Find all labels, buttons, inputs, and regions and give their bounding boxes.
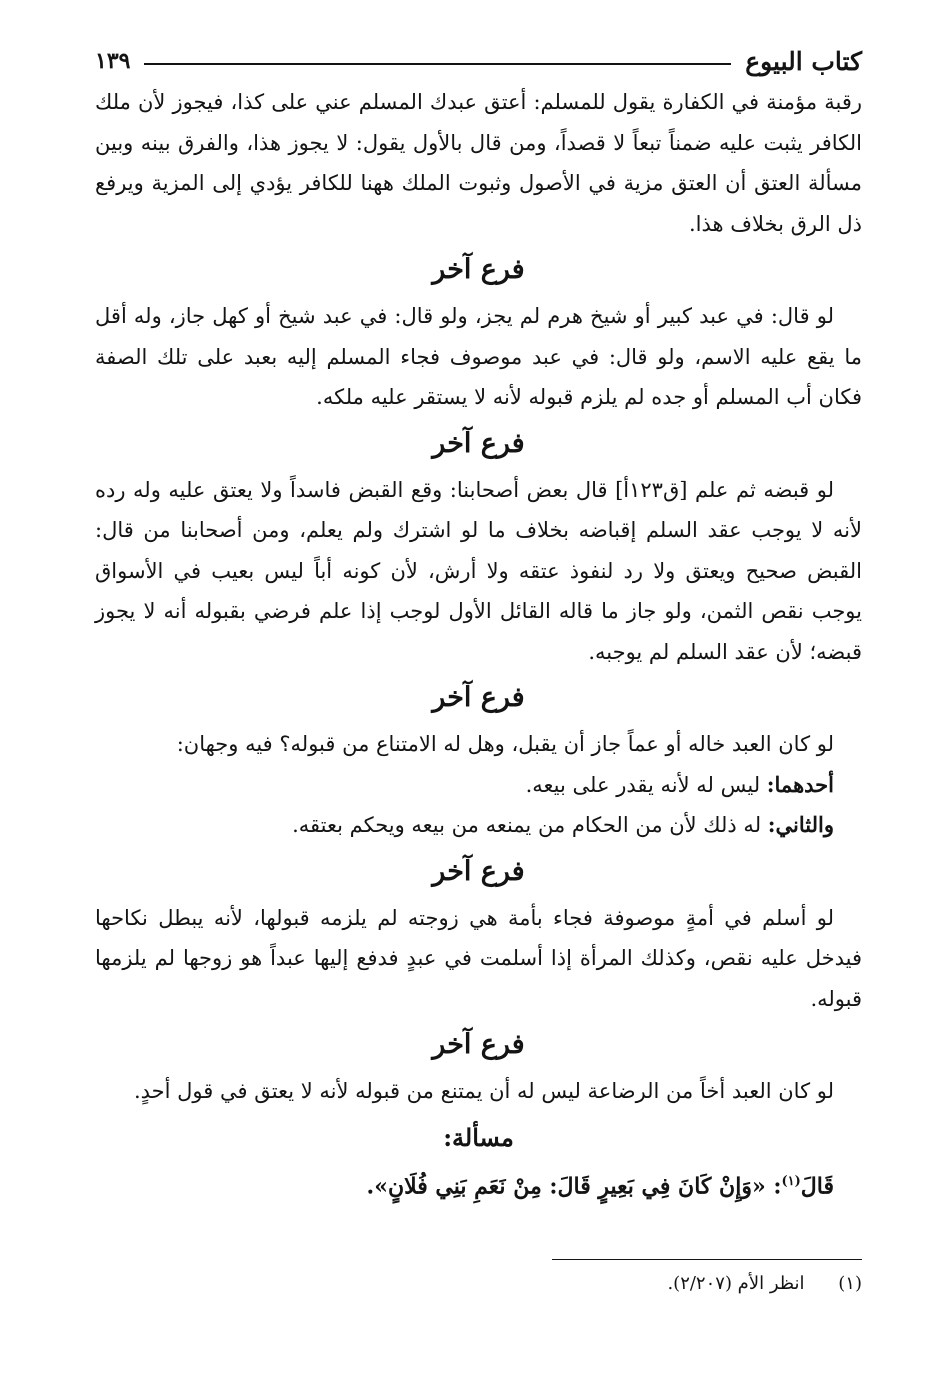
masala-quote: : «وَإِنْ كَانَ فِي بَعِيرٍ قَالَ: مِنْ نَعَمِ بَنِي فُلَانٍ».: [366, 1172, 782, 1199]
masala-text: [95, 1162, 862, 1206]
book-title: كتاب البيوع: [745, 46, 862, 76]
section-paragraph-2: لو قبضه ثم علم [ق١٢٣أ] قال بعض أصحابنا: وقع القبض فاسداً ولا يعتق عليه وله رده لأنه لا يوجب عقد السلم إقباضه بخلاف ما لو اشترك ولم يعلم، ومن أصحابنا من قال: القبض صحيح ويعتق ولا رد لنفوذ عتقه ولا أرش، لأن كونه أباً ليس بعيب في الأسواق يوجب نقص الثمن، ولو جاز ما قاله القائل الأول لوجب إذا علم فرضي بقبوله أنه لا يجوز قبضه؛ لأن عقد السلم لم يوجبه.: [95, 477, 862, 664]
section-heading-5: فرع آخر: [432, 1029, 525, 1060]
footnote-marker[interactable]: (١): [781, 1173, 801, 1189]
masala-lead: قَالَ: [800, 1172, 834, 1199]
intro-paragraph: رقبة مؤمنة في الكفارة يقول للمسلم: أعتق عبدك المسلم عني على كذا، فيجوز لأن ملك الكافر يثبت عليه ضمناً تبعاً لا قصداً، ومن قال بالأول يقول: لا يجوز هذا، والفرق بينه وبين مسألة العتق أن العتق مزية في الأصول وثبوت الملك ههنا للكافر يؤدي إلى المزية ويرفع ذل الرق بخلاف هذا.: [95, 90, 862, 236]
section-paragraph-5: لو كان العبد أخاً من الرضاعة ليس له أن يمتنع من قبوله لأنه لا يعتق في قول أحدٍ.: [133, 1079, 834, 1103]
footnote-rule: [552, 1259, 862, 1260]
opinion-second: [95, 805, 862, 846]
section-heading-4: فرع آخر: [432, 855, 525, 887]
opinion-first-text: ليس له لأنه يقدر على بيعه.: [525, 772, 767, 797]
section-paragraph-3: لو كان العبد خاله أو عماً جاز أن يقبل، وهل له الامتناع من قبوله؟ فيه وجهان:: [176, 732, 834, 756]
book-page: [95, 40, 862, 1373]
masala-heading: مسألة:: [443, 1122, 514, 1152]
opinion-first-label: أحدهما:: [766, 771, 834, 797]
opinion-second-text: له ذلك لأن من الحكام من يمنعه من بيعه ويحكم بعتقه.: [292, 813, 768, 837]
footnote-number: (١): [838, 1273, 862, 1294]
section-heading-1: فرع آخر: [432, 254, 525, 285]
section-heading-2: فرع آخر: [432, 427, 525, 459]
footnote: [667, 1269, 862, 1299]
header-rule: [144, 63, 731, 65]
opinion-second-label: والثاني:: [767, 812, 834, 837]
running-header: [95, 40, 862, 82]
section-paragraph-1: لو قال: في عبد كبير أو شيخ هرم لم يجز، ولو قال: في عبد شيخ أو كهل جاز، وله أقل ما يقع عليه الاسم، ولو قال: في عبد موصوف فجاء المسلم إليه بعبد على تلك الصفة فكان أب المسلم أو جده لم يلزم قبوله لأنه لا يستقر عليه ملكه.: [95, 304, 862, 409]
section-paragraph-4: لو أسلم في أمةٍ موصوفة فجاء بأمة هي زوجته لم يلزمه قبولها، لأنه يبطل نكاحها فيدخل عليه نقص، وكذلك المرأة إذا أسلمت في عبدٍ فدفع إليها عبداً هو زوجها لم يلزمها قبوله.: [95, 905, 862, 1011]
section-heading-3: فرع آخر: [432, 682, 525, 713]
footnote-text: انظر الأم (٢/٢٠٧).: [667, 1273, 805, 1294]
opinion-first: [95, 765, 862, 806]
page-number: ١٣٩: [95, 48, 131, 74]
